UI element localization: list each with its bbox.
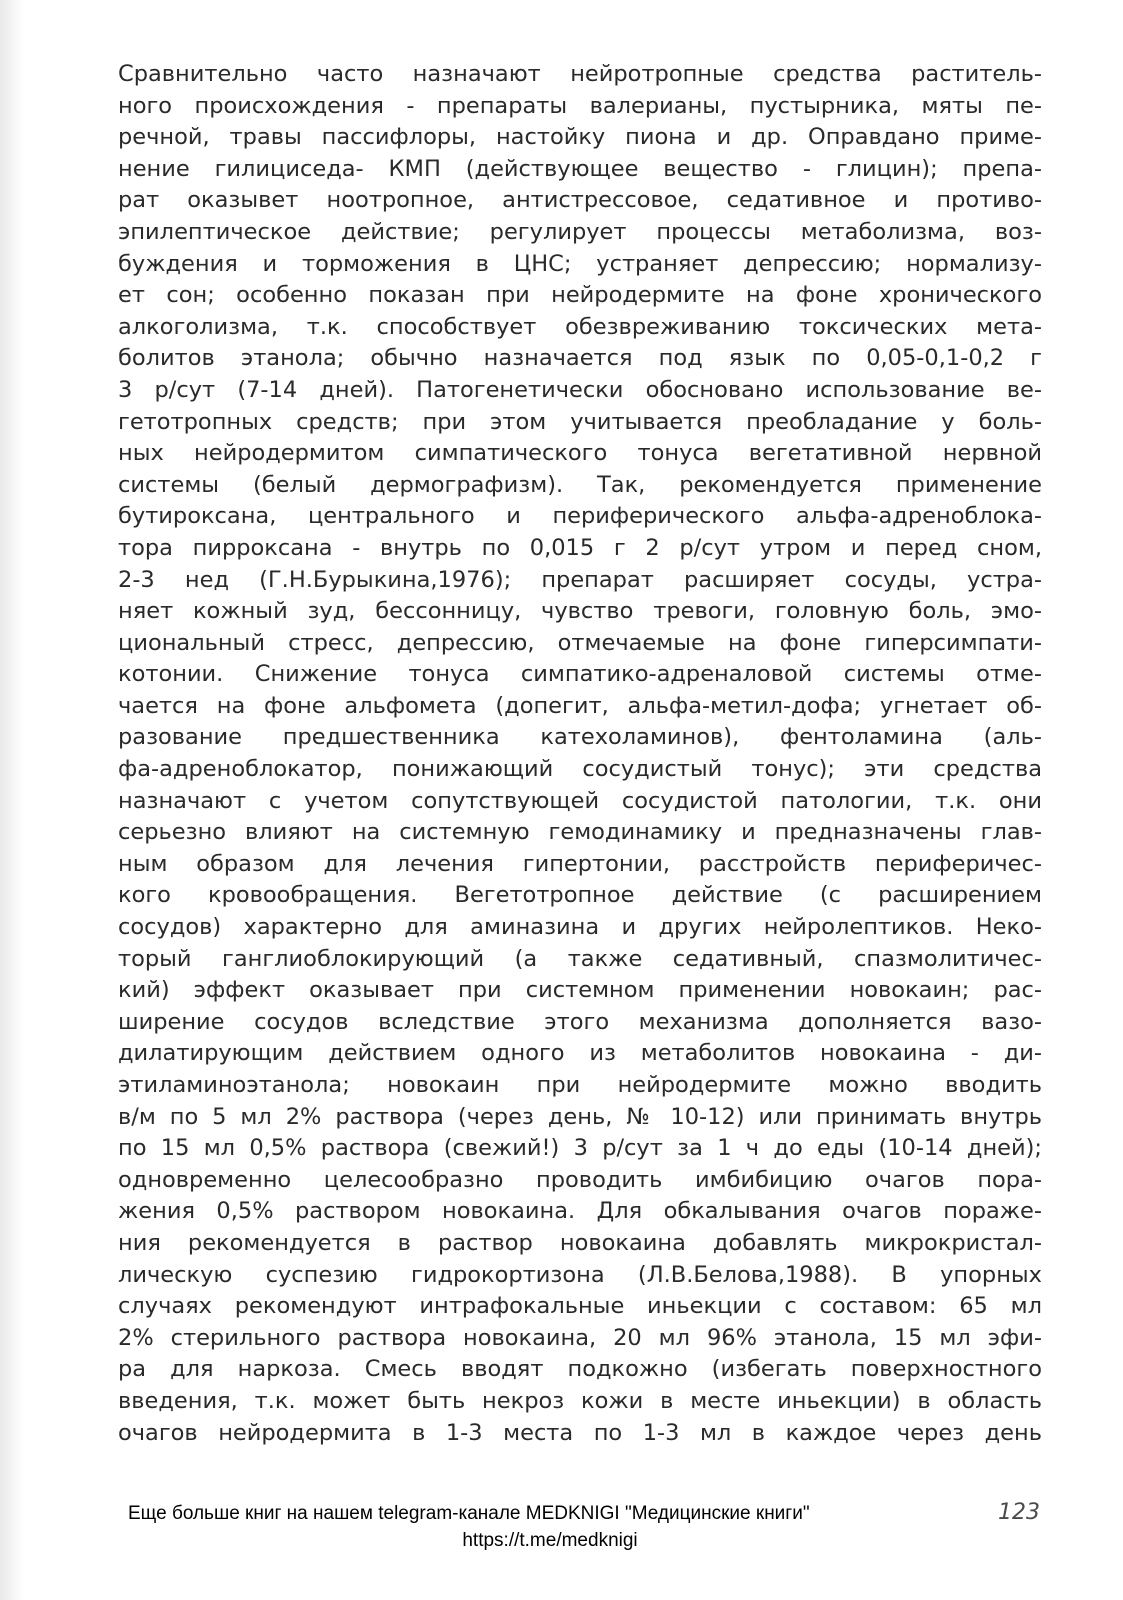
- text-line: нение гилициседа- КМП (действующее вещество - глицин); препа-: [118, 155, 1042, 182]
- text-line: эпилептическое действие; регулирует процессы метаболизма, воз-: [118, 218, 1042, 245]
- text-line: буждения и торможения в ЦНС; устраняет депрессию; нормализу-: [118, 250, 1042, 277]
- text-line: гетотропных средств; при этом учитывается преобладание у боль-: [118, 408, 1042, 435]
- text-line: ным образом для лечения гипертонии, расстройств периферичес-: [118, 850, 1042, 877]
- text-line: системы (белый дермографизм). Так, рекомендуется применение: [118, 471, 1042, 498]
- text-line: циональный стресс, депрессию, отмечаемые на фоне гиперсимпати-: [118, 629, 1042, 656]
- text-line: рат оказывет ноотропное, антистрессовое, седативное и противо-: [118, 187, 1042, 214]
- text-line: Сравнительно часто назначают нейротропные средства раститель-: [118, 61, 1042, 87]
- footer-link[interactable]: https://t.me/medknigi: [462, 1530, 638, 1551]
- text-line: дилатирующим действием одного из метаболитов новокаина - ди-: [118, 1040, 1042, 1067]
- text-line: ного происхождения - препараты валерианы, пустырника, мяты пе-: [118, 92, 1042, 119]
- text-line: ных нейродермитом симпатического тонуса вегетативной нервной: [118, 440, 1042, 467]
- text-line: торый ганглиоблокирующий (а также седативный, спазмолитичес-: [118, 945, 1042, 972]
- text-line: фа-адреноблокатор, понижающий сосудистый тонус); эти средства: [118, 756, 1042, 783]
- text-line: в/м по 5 мл 2% раствора (через день, № 10-12) или принимать внутрь: [118, 1103, 1042, 1130]
- text-line: одновременно целесообразно проводить имбибицию очагов пора-: [118, 1166, 1042, 1193]
- page-edge-shadow: [0, 0, 24, 1600]
- text-line: 2% стерильного раствора новокаина, 20 мл 96% этанола, 15 мл эфи-: [118, 1324, 1042, 1351]
- text-line: случаях рекомендуют интрафокальные иньекции с составом: 65 мл: [118, 1293, 1042, 1320]
- text-line: серьезно влияют на системную гемодинамику и предназначены глав-: [118, 819, 1042, 846]
- text-line: назначают с учетом сопутствующей сосудистой патологии, т.к. они: [118, 787, 1042, 814]
- text-line: разование предшественника катехоламинов), фентоламина (аль-: [118, 724, 1042, 751]
- main-text-block: [118, 59, 1042, 1449]
- text-line: кого кровообращения. Вегетотропное действие (с расширением: [118, 882, 1042, 909]
- text-line: ширение сосудов вследствие этого механизма дополняется вазо-: [118, 1008, 1042, 1035]
- text-line: по 15 мл 0,5% раствора (свежий!) 3 р/сут за 1 ч до еды (10-14 дней);: [118, 1135, 1042, 1162]
- text-line: бутироксана, центрального и периферического альфа-адреноблока-: [118, 503, 1042, 530]
- text-line: болитов этанола; обычно назначается под язык по 0,05-0,1-0,2 г: [118, 345, 1042, 372]
- text-line: сосудов) характерно для аминазина и других нейролептиков. Неко-: [118, 914, 1042, 941]
- text-line: ния рекомендуется в раствор новокаина добавлять микрокристал-: [118, 1229, 1042, 1256]
- page-number: 123: [998, 1500, 1040, 1525]
- text-line: тора пирроксана - внутрь по 0,015 г 2 р/сут утром и перед сном,: [118, 534, 1042, 561]
- text-line: речной, травы пассифлоры, настойку пиона и др. Оправдано приме-: [118, 124, 1042, 151]
- text-line: этиламиноэтанола; новокаин при нейродермите можно вводить: [118, 1072, 1042, 1098]
- text-line: ра для наркоза. Смесь вводят подкожно (избегать поверхностного: [118, 1356, 1042, 1383]
- text-line: ет сон; особенно показан при нейродермите на фоне хронического: [118, 282, 1042, 309]
- text-line: алкоголизма, т.к. способствует обезвреживанию токсических мета-: [118, 313, 1042, 340]
- text-line: 2-3 нед (Г.Н.Бурыкина,1976); препарат расширяет сосуды, устра-: [118, 566, 1042, 593]
- text-line: няет кожный зуд, бессонницу, чувство тревоги, головную боль, эмо-: [118, 598, 1042, 625]
- text-line: введения, т.к. может быть некроз кожи в месте иньекции) в область: [118, 1387, 1042, 1414]
- text-line: очагов нейродермита в 1-3 места по 1-3 мл в каждое через день: [118, 1419, 1042, 1446]
- text-line: кий) эффект оказывает при системном применении новокаин; рас-: [118, 977, 1042, 1004]
- footer-caption: Еще больше книг на нашем telegram-канале MEDKNIGI "Медицинские книги": [128, 1503, 810, 1524]
- text-line: котонии. Снижение тонуса симпатико-адреналовой системы отме-: [118, 661, 1042, 688]
- text-line: чается на фоне альфомета (допегит, альфа-метил-дофа; угнетает об-: [118, 692, 1042, 719]
- text-line: жения 0,5% раствором новокаина. Для обкалывания очагов пораже-: [118, 1198, 1042, 1225]
- text-line: лическую суспезию гидрокортизона (Л.В.Белова,1988). В упорных: [118, 1261, 1042, 1288]
- text-line: 3 р/сут (7-14 дней). Патогенетически обосновано использование ве-: [118, 376, 1042, 403]
